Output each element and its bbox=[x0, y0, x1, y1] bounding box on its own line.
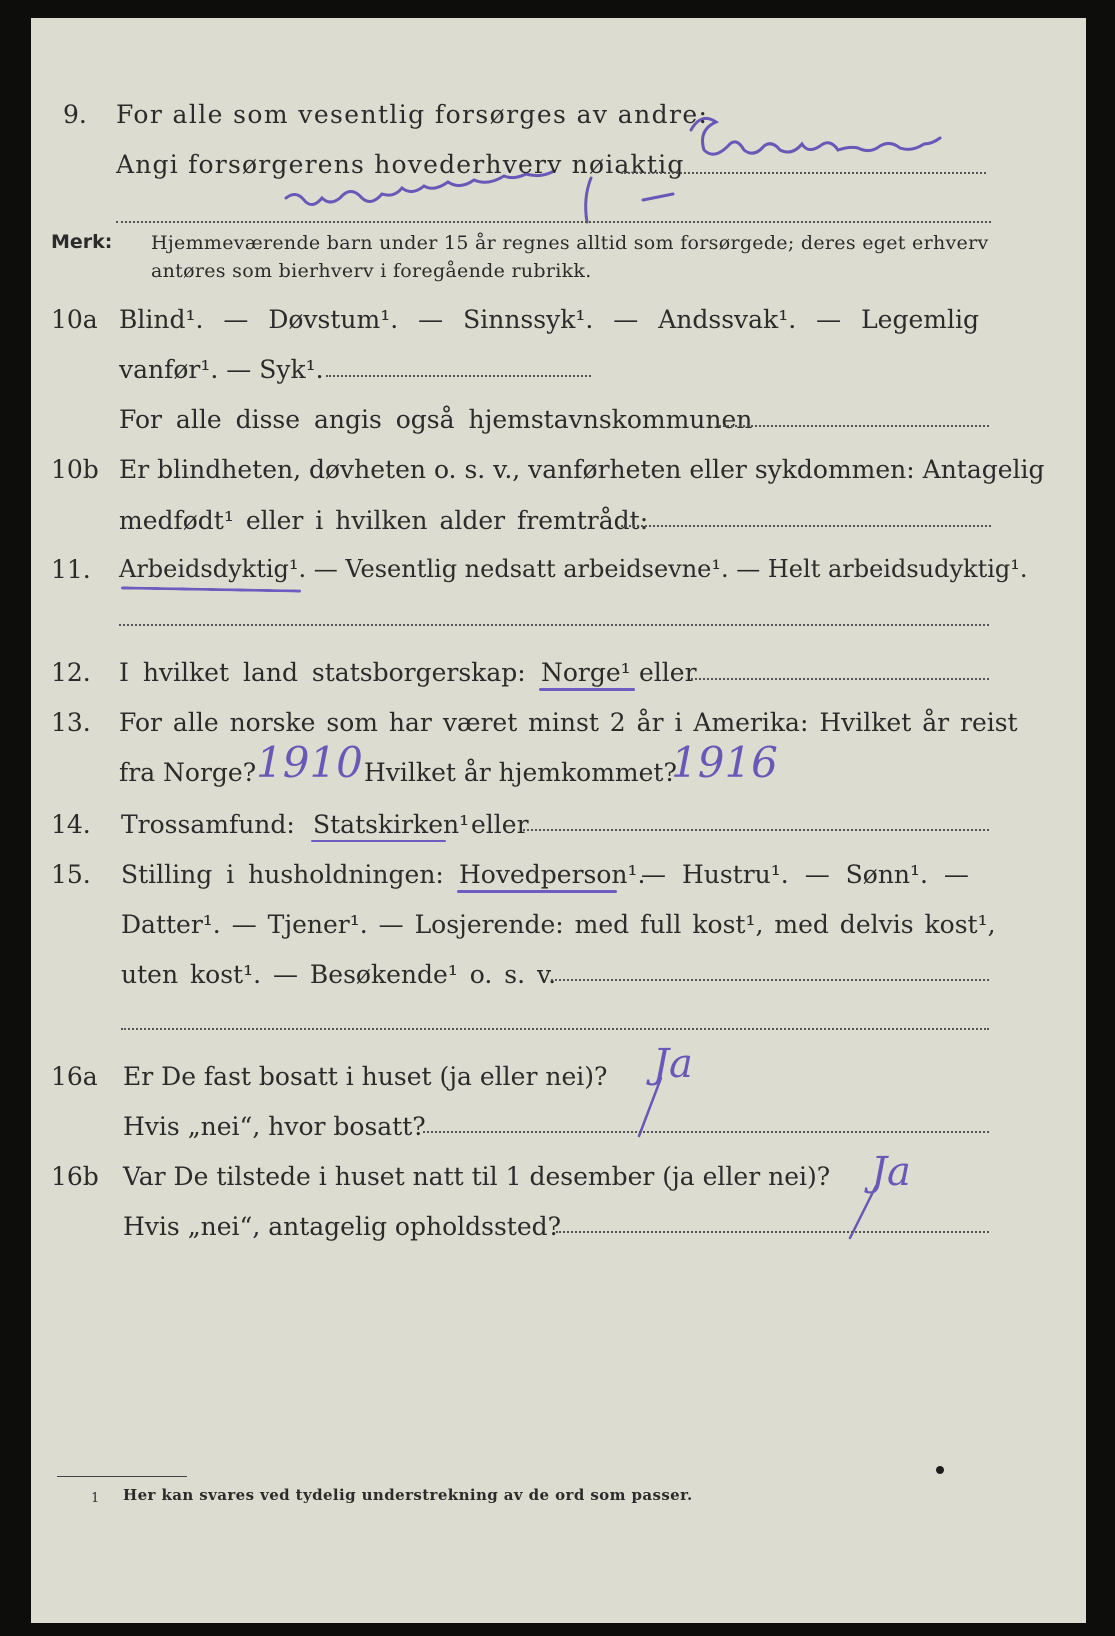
q10a-syk-line bbox=[326, 375, 591, 377]
q13-number: 13. bbox=[51, 708, 91, 737]
q10b-line2: medfødt¹ eller i hvilken alder fremtrådt: bbox=[119, 506, 649, 535]
q16a-answer: Ja bbox=[653, 1041, 693, 1087]
q14-answer-line bbox=[523, 829, 989, 831]
q14-number: 14. bbox=[51, 810, 91, 839]
q12-pre: I hvilket land statsborgerskap: bbox=[119, 658, 526, 687]
q13-answer-hjemkommet: 1916 bbox=[671, 738, 778, 787]
q16b-number: 16b bbox=[51, 1162, 99, 1191]
q16a-line1: Er De fast bosatt i huset (ja eller nei)? bbox=[123, 1062, 608, 1091]
q10a-kommune-line bbox=[719, 425, 989, 427]
q10a-line1: Blind¹. — Døvstum¹. — Sinnssyk¹. — Andssvak¹. — Legemlig bbox=[119, 305, 979, 334]
q10b-line1: Er blindheten, døvheten o. s. v., vanførheten eller sykdommen: Antagelig bbox=[119, 455, 1045, 484]
q9-line2: Angi forsørgerens hovederhverv nøiaktig bbox=[116, 150, 685, 179]
q14-pre: Trossamfund: bbox=[121, 810, 295, 839]
q9-answer-line-2 bbox=[116, 221, 991, 223]
q15-line1b: — Hustru¹. — Sønn¹. — bbox=[641, 860, 969, 889]
q14-choice: Statskirken¹ bbox=[313, 810, 470, 839]
merk-label: Merk: bbox=[51, 231, 113, 253]
q16b-answer: Ja bbox=[871, 1149, 911, 1195]
q13-line2a: fra Norge? bbox=[119, 758, 257, 787]
q12-post: eller bbox=[639, 658, 697, 687]
q15-line3: uten kost¹. — Besøkende¹ o. s. v. bbox=[121, 960, 557, 989]
q15-underline-hovedperson bbox=[457, 890, 617, 893]
q16b-line2: Hvis „nei“, antagelig opholdssted? bbox=[123, 1212, 562, 1241]
q15-answer-line-2 bbox=[121, 1028, 989, 1030]
q10b-number: 10b bbox=[51, 455, 99, 484]
q10a-line2: vanfør¹. — Syk¹. bbox=[119, 355, 324, 384]
q11-line1: Arbeidsdyktig¹. — Vesentlig nedsatt arbeidsevne¹. — Helt arbeidsudyktig¹. bbox=[119, 555, 1028, 583]
q12-choice: Norge¹ bbox=[541, 658, 631, 687]
q13-line1: For alle norske som har været minst 2 år i Amerika: Hvilket år reist bbox=[119, 708, 1018, 737]
footnote-mark: 1 bbox=[91, 1491, 100, 1506]
merk-line1: Hjemmeværende barn under 15 år regnes alltid som forsørgede; deres eget erhverv bbox=[151, 232, 989, 254]
q14-underline-statskirken bbox=[311, 840, 446, 842]
q14-post: eller bbox=[471, 810, 529, 839]
q16b-answer-line bbox=[556, 1231, 989, 1233]
q9-line1: For alle som vesentlig forsørges av andre: bbox=[116, 100, 709, 129]
q15-answer-line bbox=[551, 979, 989, 981]
footnote-text: Her kan svares ved tydelig understrekning av de ord som passer. bbox=[123, 1486, 693, 1504]
q15-line1a: Stilling i husholdningen: bbox=[121, 860, 444, 889]
q12-answer-line bbox=[691, 678, 989, 680]
census-form-page bbox=[31, 18, 1086, 1623]
handwritten-ja-strokes bbox=[639, 1078, 876, 1238]
q16a-line2: Hvis „nei“, hvor bosatt? bbox=[123, 1112, 426, 1141]
q9-answer-line bbox=[621, 172, 986, 174]
q16a-answer-line bbox=[423, 1131, 989, 1133]
q13-line2b: Hvilket år hjemkommet? bbox=[364, 758, 677, 787]
q15-number: 15. bbox=[51, 860, 91, 889]
q12-underline-norge bbox=[539, 688, 635, 691]
q11-answer-line bbox=[119, 624, 989, 626]
q10a-line3: For alle disse angis også hjemstavnskommunen bbox=[119, 405, 753, 434]
q15-line2: Datter¹. — Tjener¹. — Losjerende: med full kost¹, med delvis kost¹, bbox=[121, 910, 996, 939]
q9-number: 9. bbox=[63, 100, 87, 129]
merk-line2: antøres som bierhverv i foregående rubrikk. bbox=[151, 260, 592, 282]
q11-number: 11. bbox=[51, 555, 91, 584]
q15-choice: Hovedperson¹. bbox=[459, 860, 646, 889]
q10b-answer-line bbox=[621, 525, 991, 527]
q16a-number: 16a bbox=[51, 1062, 98, 1091]
q12-number: 12. bbox=[51, 658, 91, 687]
q16b-line1: Var De tilstede i huset natt til 1 desember (ja eller nei)? bbox=[123, 1162, 831, 1191]
q10a-number: 10a bbox=[51, 305, 98, 334]
footnote-rule bbox=[57, 1476, 187, 1477]
ink-dot bbox=[936, 1466, 944, 1474]
q13-answer-reist: 1910 bbox=[256, 738, 363, 787]
